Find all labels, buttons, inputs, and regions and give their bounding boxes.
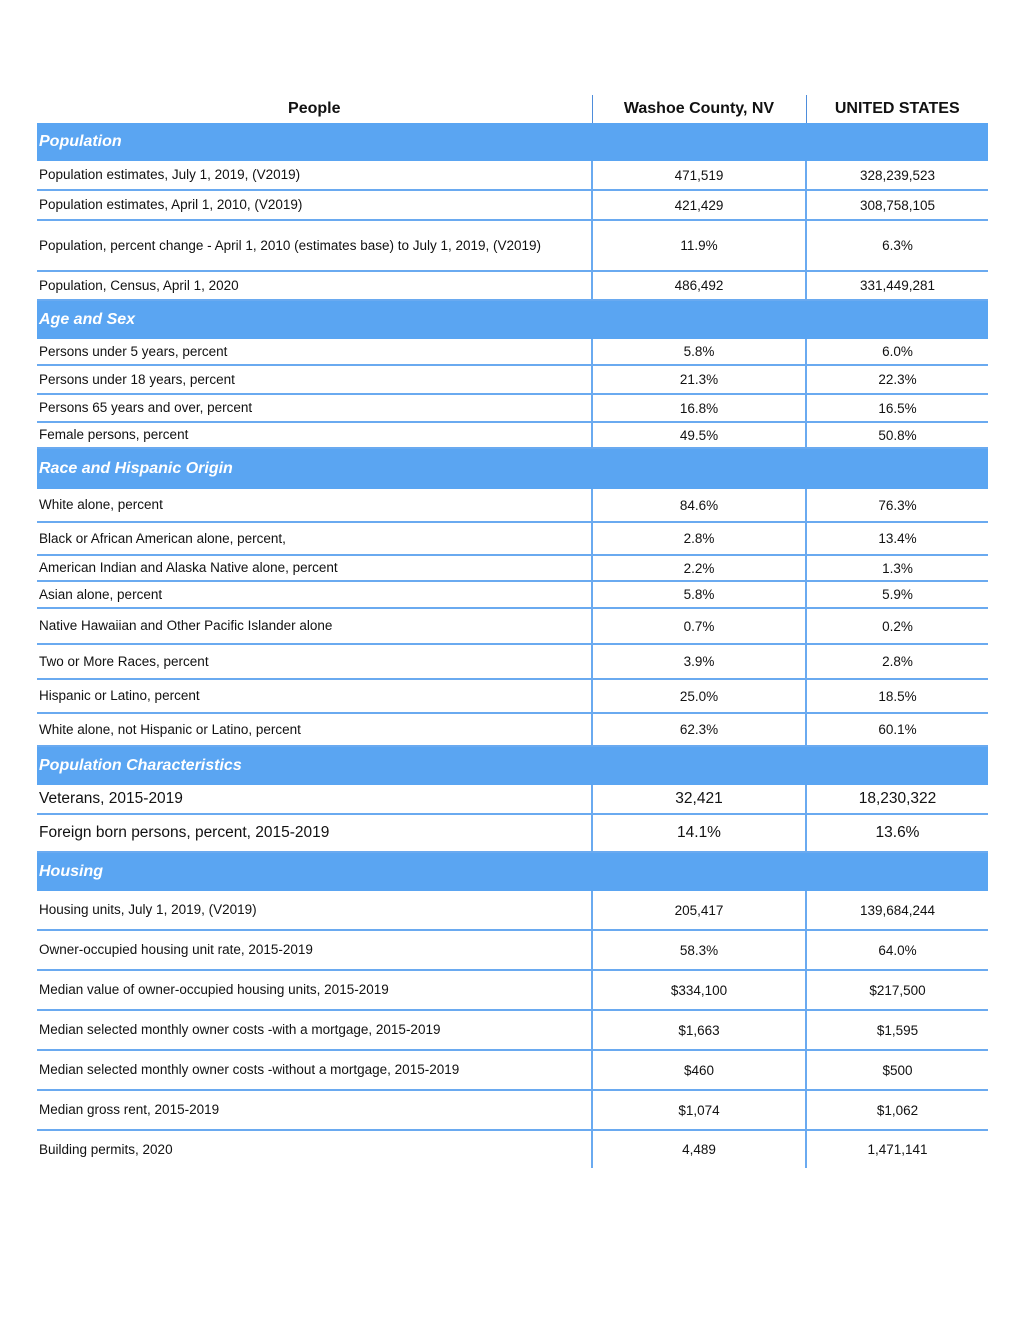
row-label: Persons under 5 years, percent — [37, 339, 592, 365]
row-label: Population estimates, July 1, 2019, (V2019) — [37, 161, 592, 190]
table-row — [37, 190, 988, 220]
table-row — [37, 970, 988, 1010]
county-value: 5.8% — [592, 581, 806, 608]
table-row — [37, 522, 988, 555]
county-value: 84.6% — [592, 489, 806, 522]
table-row — [37, 608, 988, 644]
data-table-container — [37, 95, 988, 1168]
county-value: 21.3% — [592, 365, 806, 394]
section-title: Population Characteristics — [37, 746, 988, 785]
row-label: Housing units, July 1, 2019, (V2019) — [37, 891, 592, 930]
table-row — [37, 1090, 988, 1130]
table-row — [37, 581, 988, 608]
row-label: Population, percent change - April 1, 2010 (estimates base) to July 1, 2019, (V2019) — [37, 220, 592, 271]
row-label: White alone, percent — [37, 489, 592, 522]
county-value: 2.2% — [592, 555, 806, 581]
county-value: $460 — [592, 1050, 806, 1090]
row-label: Population, Census, April 1, 2020 — [37, 271, 592, 300]
table-row — [37, 422, 988, 448]
us-value: 1,471,141 — [806, 1130, 988, 1168]
county-value: 16.8% — [592, 394, 806, 422]
table-row — [37, 1130, 988, 1168]
us-value: 2.8% — [806, 644, 988, 679]
county-value: 5.8% — [592, 339, 806, 365]
row-label: Median gross rent, 2015-2019 — [37, 1090, 592, 1130]
row-label: Population estimates, April 1, 2010, (V2019) — [37, 190, 592, 220]
county-value: 486,492 — [592, 271, 806, 300]
section-header — [37, 746, 988, 785]
us-value: 328,239,523 — [806, 161, 988, 190]
county-value: 0.7% — [592, 608, 806, 644]
table-row — [37, 394, 988, 422]
us-value: 331,449,281 — [806, 271, 988, 300]
county-value: 4,489 — [592, 1130, 806, 1168]
row-label: Median value of owner-occupied housing units, 2015-2019 — [37, 970, 592, 1010]
county-value: 58.3% — [592, 930, 806, 970]
table-row — [37, 271, 988, 300]
us-value: 16.5% — [806, 394, 988, 422]
header-people: People — [288, 100, 341, 117]
row-label: Native Hawaiian and Other Pacific Islander alone — [37, 608, 592, 644]
us-value: 22.3% — [806, 365, 988, 394]
county-value: 32,421 — [592, 785, 806, 814]
quickfacts-table — [37, 95, 988, 1168]
county-value: 3.9% — [592, 644, 806, 679]
us-value: $217,500 — [806, 970, 988, 1010]
us-value: 0.2% — [806, 608, 988, 644]
us-value: 5.9% — [806, 581, 988, 608]
table-row — [37, 161, 988, 190]
row-label: Persons 65 years and over, percent — [37, 394, 592, 422]
row-label: Veterans, 2015-2019 — [37, 785, 592, 814]
table-row — [37, 785, 988, 814]
table-row — [37, 713, 988, 746]
county-value: 49.5% — [592, 422, 806, 448]
section-title: Housing — [37, 852, 988, 891]
table-row — [37, 1010, 988, 1050]
us-value: 13.4% — [806, 522, 988, 555]
row-label: American Indian and Alaska Native alone, percent — [37, 555, 592, 581]
header-county: Washoe County, NV — [592, 95, 806, 123]
us-value: 18,230,322 — [806, 785, 988, 814]
row-label: Asian alone, percent — [37, 581, 592, 608]
us-value: 64.0% — [806, 930, 988, 970]
county-value: 62.3% — [592, 713, 806, 746]
row-label: Female persons, percent — [37, 422, 592, 448]
table-row — [37, 891, 988, 930]
county-value: 205,417 — [592, 891, 806, 930]
us-value: 18.5% — [806, 679, 988, 713]
table-row — [37, 489, 988, 522]
us-value: $1,062 — [806, 1090, 988, 1130]
table-row — [37, 644, 988, 679]
us-value: $500 — [806, 1050, 988, 1090]
table-row — [37, 1050, 988, 1090]
header-row — [37, 95, 988, 123]
table-body — [37, 123, 988, 1168]
us-value: 1.3% — [806, 555, 988, 581]
county-value: $1,074 — [592, 1090, 806, 1130]
table-row — [37, 365, 988, 394]
us-value: 76.3% — [806, 489, 988, 522]
county-value: 2.8% — [592, 522, 806, 555]
table-row — [37, 555, 988, 581]
section-title: Population — [37, 123, 988, 161]
row-label: Hispanic or Latino, percent — [37, 679, 592, 713]
us-value: 139,684,244 — [806, 891, 988, 930]
county-value: 14.1% — [592, 814, 806, 852]
section-header — [37, 123, 988, 161]
us-value: 50.8% — [806, 422, 988, 448]
section-header — [37, 852, 988, 891]
row-label: Median selected monthly owner costs -with a mortgage, 2015-2019 — [37, 1010, 592, 1050]
us-value: 13.6% — [806, 814, 988, 852]
row-label: Two or More Races, percent — [37, 644, 592, 679]
header-us: UNITED STATES — [806, 95, 988, 123]
section-title: Age and Sex — [37, 300, 988, 339]
us-value: $1,595 — [806, 1010, 988, 1050]
section-header — [37, 300, 988, 339]
county-value: 421,429 — [592, 190, 806, 220]
table-row — [37, 679, 988, 713]
row-label: Median selected monthly owner costs -without a mortgage, 2015-2019 — [37, 1050, 592, 1090]
county-value: 471,519 — [592, 161, 806, 190]
us-value: 6.0% — [806, 339, 988, 365]
county-value: 11.9% — [592, 220, 806, 271]
section-title: Race and Hispanic Origin — [37, 448, 988, 489]
county-value: $1,663 — [592, 1010, 806, 1050]
row-label: Building permits, 2020 — [39, 1141, 173, 1157]
row-label: Persons under 18 years, percent — [37, 365, 592, 394]
row-label: White alone, not Hispanic or Latino, percent — [37, 713, 592, 746]
table-row — [37, 220, 988, 271]
table-row — [37, 339, 988, 365]
row-label: Owner-occupied housing unit rate, 2015-2019 — [37, 930, 592, 970]
section-header — [37, 448, 988, 489]
county-value: $334,100 — [592, 970, 806, 1010]
table-row — [37, 814, 988, 852]
us-value: 6.3% — [806, 220, 988, 271]
us-value: 308,758,105 — [806, 190, 988, 220]
row-label: Foreign born persons, percent, 2015-2019 — [37, 814, 592, 852]
row-label: Black or African American alone, percent, — [37, 522, 592, 555]
us-value: 60.1% — [806, 713, 988, 746]
table-row — [37, 930, 988, 970]
county-value: 25.0% — [592, 679, 806, 713]
